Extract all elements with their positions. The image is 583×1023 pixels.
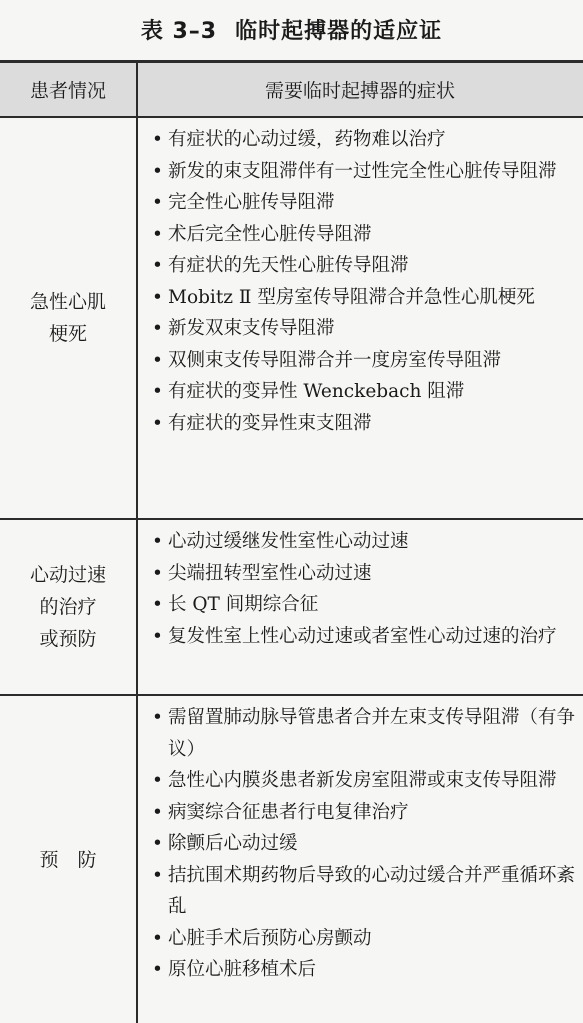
table-number: 表 3–3 [140, 19, 218, 44]
list-item: • 新发双束支传导阻滞 [150, 313, 575, 345]
table-title: 临时起搏器的适应证 [235, 19, 443, 44]
list-item: • 急性心内膜炎患者新发房室阻滞或束支传导阻滞 [150, 765, 575, 797]
list-item: • 除颤后心动过缓 [150, 828, 575, 860]
list-item: • 新发的束支阻滞伴有一过性完全性心脏传导阻滞 [150, 156, 575, 188]
symptom-list-ami [150, 124, 575, 439]
list-item: • 长 QT 间期综合征 [150, 589, 575, 621]
list-item: • 拮抗围术期药物后导致的心动过缓合并严重循环紊乱 [150, 860, 575, 923]
symptom-list-prevention [150, 702, 575, 986]
list-item: • 病窦综合征患者行电复律治疗 [150, 797, 575, 829]
list-item: • 术后完全性心脏传导阻滞 [150, 219, 575, 251]
list-item: • Mobitz Ⅱ 型房室传导阻滞合并急性心肌梗死 [150, 282, 575, 314]
list-item: • 双侧束支传导阻滞合并一度房室传导阻滞 [150, 345, 575, 377]
list-item: • 有症状的心动过缓，药物难以治疗 [150, 124, 575, 156]
condition-line: 梗死 [48, 323, 87, 345]
column-divider [136, 60, 138, 1023]
list-item: • 心脏手术后预防心房颤动 [150, 923, 575, 955]
condition-line: 预 防 [39, 848, 97, 871]
condition-line: 的治疗 [39, 596, 97, 618]
list-item: • 复发性室上性心动过速或者室性心动过速的治疗 [150, 621, 575, 653]
condition-line: 心动过速 [29, 564, 106, 586]
condition-line: 急性心肌 [29, 291, 106, 313]
indications-table [0, 60, 583, 1023]
list-item: • 心动过缓继发性室性心动过速 [150, 526, 575, 558]
condition-line: 或预防 [39, 628, 97, 650]
list-item: • 有症状的变异性 Wenckebach 阻滞 [150, 376, 575, 408]
list-item: • 需留置肺动脉导管患者合并左束支传导阻滞（有争议） [150, 702, 575, 765]
list-item: • 原位心脏移植术后 [150, 954, 575, 986]
list-item: • 尖端扭转型室性心动过速 [150, 558, 575, 590]
header-symptoms: 需要临时起搏器的症状 [264, 79, 455, 102]
condition-cell-tachycardia [0, 520, 136, 694]
header-condition: 患者情况 [29, 79, 106, 102]
condition-cell-ami [0, 118, 136, 518]
symptom-list-tachycardia [150, 526, 575, 652]
list-item: • 完全性心脏传导阻滞 [150, 187, 575, 219]
condition-cell-prevention [0, 696, 136, 1023]
list-item: • 有症状的变异性束支阻滞 [150, 408, 575, 440]
list-item: • 有症状的先天性心脏传导阻滞 [150, 250, 575, 282]
table-caption [0, 14, 583, 45]
